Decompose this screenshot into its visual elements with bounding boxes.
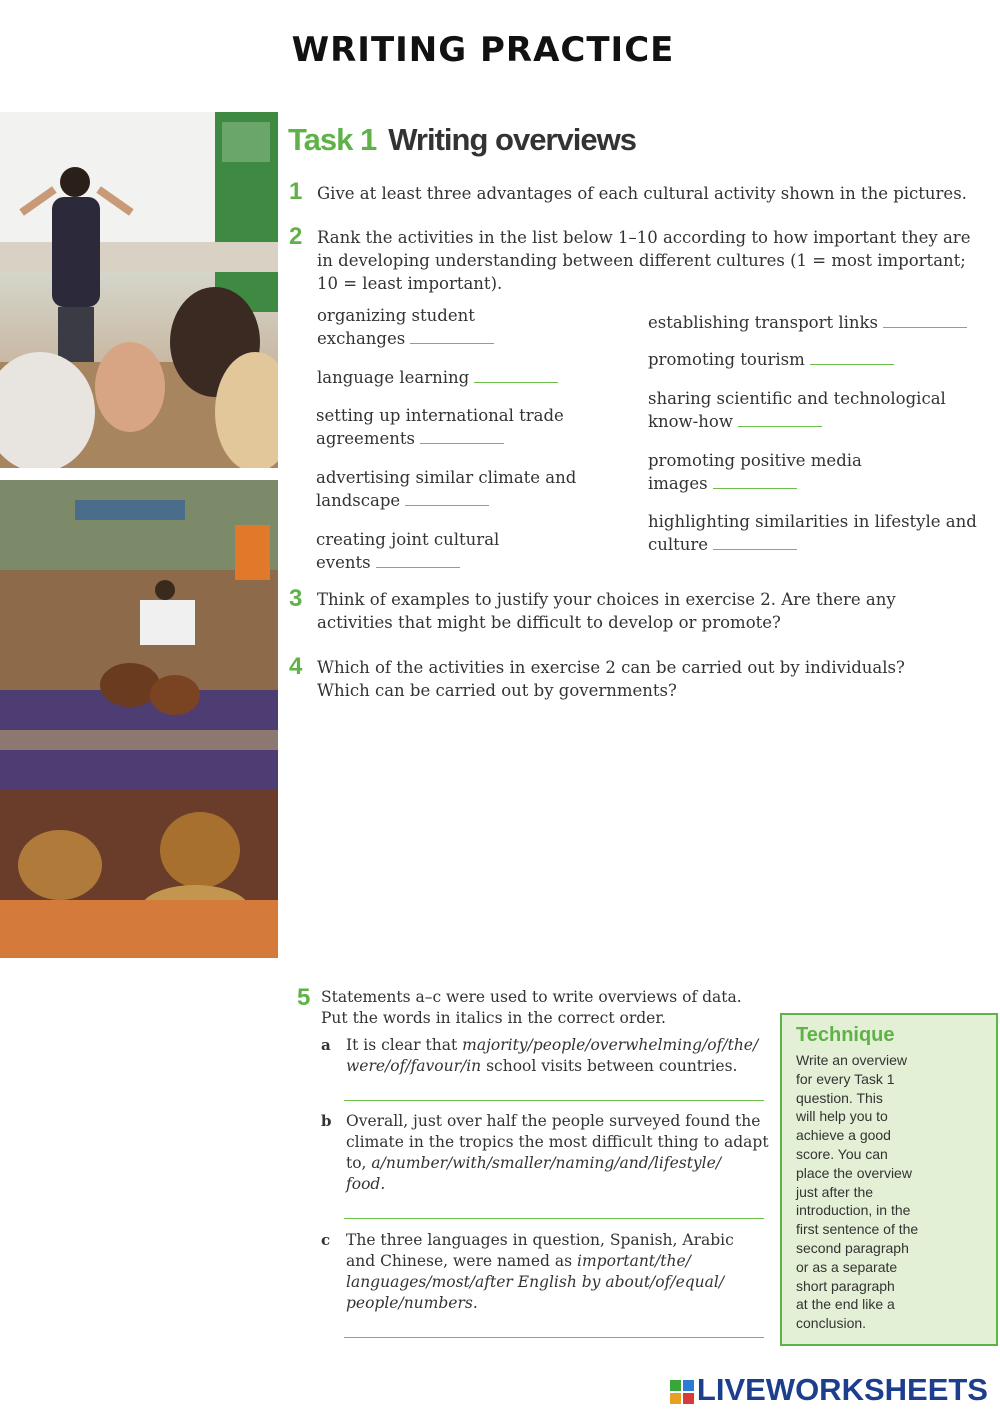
task-title: Writing overviews xyxy=(388,122,636,157)
rank-answer-blank[interactable] xyxy=(376,555,460,568)
italic-words: majority/people/overwhelming/of/the/ xyxy=(462,1036,759,1054)
question-3-number: 3 xyxy=(289,585,303,612)
rank-item-label: culture xyxy=(648,535,709,554)
rank-item-label: setting up international trade xyxy=(316,406,564,425)
item-letter: b xyxy=(321,1112,332,1130)
rank-item xyxy=(648,449,862,495)
rank-answer-blank[interactable] xyxy=(713,476,797,489)
question-1-number: 1 xyxy=(289,178,303,205)
technique-line: place the overview xyxy=(796,1164,912,1181)
answer-line-a[interactable] xyxy=(344,1100,764,1101)
technique-line: will help you to xyxy=(796,1108,888,1125)
rank-item-label: landscape xyxy=(316,491,401,510)
question-2-text xyxy=(317,226,970,295)
italic-words: were/of/favour/in xyxy=(346,1057,482,1075)
italic-words: people/numbers xyxy=(346,1294,473,1312)
rank-item-label: establishing transport links xyxy=(648,313,878,332)
rank-item-label: promoting positive media xyxy=(648,451,862,470)
technique-line: score. You can xyxy=(796,1145,888,1162)
question-5-number: 5 xyxy=(297,984,311,1011)
rank-item-label: advertising similar climate and xyxy=(316,468,577,487)
technique-line: second paragraph xyxy=(796,1239,909,1256)
classroom-photo xyxy=(0,112,278,468)
rank-answer-blank[interactable] xyxy=(810,352,894,365)
page-title: WRITING PRACTICE xyxy=(291,30,675,70)
question-2-line: 10 = least important). xyxy=(317,274,503,293)
rank-item-label: language learning xyxy=(317,368,470,387)
answer-line-b[interactable] xyxy=(344,1218,764,1219)
question-2-line: in developing understanding between different cultures (1 = most important; xyxy=(317,251,966,270)
question-3-line: activities that might be difficult to develop or promote? xyxy=(317,613,781,632)
item-a-text xyxy=(346,1035,776,1077)
answer-line-c[interactable] xyxy=(344,1337,764,1338)
rank-item xyxy=(316,528,499,574)
liveworksheets-logo[interactable] xyxy=(670,1372,988,1408)
rank-item xyxy=(316,404,564,450)
sentence-text: school visits between countries. xyxy=(481,1057,738,1075)
task-heading xyxy=(288,122,636,158)
sentence-text: Overall, just over half the people surveyed found the xyxy=(346,1112,761,1130)
sentence-text: . xyxy=(472,1294,478,1312)
italic-words: languages/most/after English by about/of/equal/ xyxy=(346,1273,725,1291)
rank-item xyxy=(317,366,558,389)
sentence-text: and Chinese, were named as xyxy=(346,1252,578,1270)
sentence-text: The three languages in question, Spanish, Arabic xyxy=(346,1231,734,1249)
sentence-text: . xyxy=(380,1175,386,1193)
rank-item xyxy=(648,510,977,556)
rank-item-label: organizing student xyxy=(317,306,475,325)
rank-item xyxy=(648,348,894,371)
rank-item-label: images xyxy=(648,474,708,493)
item-b-text xyxy=(346,1111,776,1195)
question-4-text xyxy=(317,656,905,702)
rank-item xyxy=(648,311,967,334)
sentence-text: It is clear that xyxy=(346,1036,463,1054)
sentence-text: climate in the tropics the most difficult thing to adapt xyxy=(346,1133,769,1151)
question-5-instructions xyxy=(321,987,742,1029)
rank-answer-blank[interactable] xyxy=(420,431,504,444)
rank-item xyxy=(648,387,946,433)
rank-item-label: creating joint cultural xyxy=(316,530,500,549)
technique-line: at the end like a xyxy=(796,1296,895,1313)
rank-item-label: exchanges xyxy=(317,329,406,348)
question-4-line: Which of the activities in exercise 2 can be carried out by individuals? xyxy=(317,658,905,677)
question-4-line: Which can be carried out by governments? xyxy=(317,681,677,700)
brand-text: LIVEWORKSHEETS xyxy=(696,1372,988,1407)
question-2-line: Rank the activities in the list below 1–10 according to how important they are xyxy=(317,228,971,247)
rank-answer-blank[interactable] xyxy=(883,315,967,328)
question-5-line: Statements a–c were used to write overviews of data. xyxy=(321,988,742,1006)
item-c-text xyxy=(346,1230,776,1314)
market-photo xyxy=(0,480,278,958)
rank-item-label: highlighting similarities in lifestyle and xyxy=(648,512,977,531)
sentence-text: to, xyxy=(346,1154,372,1172)
technique-line: conclusion. xyxy=(796,1315,867,1332)
technique-line: first sentence of the xyxy=(796,1221,919,1238)
question-1-text: Give at least three advantages of each cultural activity shown in the pictures. xyxy=(317,184,967,203)
technique-line: Write an overview xyxy=(796,1052,908,1068)
rank-item xyxy=(317,304,494,350)
rank-item-label: promoting tourism xyxy=(648,350,805,369)
rank-item-label: sharing scientific and technological xyxy=(648,389,946,408)
item-letter: a xyxy=(321,1036,331,1054)
rank-item-label: events xyxy=(316,553,371,572)
rank-answer-blank[interactable] xyxy=(738,414,822,427)
technique-text xyxy=(796,1051,946,1333)
question-5-line: Put the words in italics in the correct order. xyxy=(321,1009,666,1027)
technique-title: Technique xyxy=(796,1024,895,1046)
liveworksheets-logo-icon xyxy=(670,1380,694,1404)
italic-words: important/the/ xyxy=(577,1252,691,1270)
technique-line: just after the xyxy=(796,1183,874,1200)
task-number: Task 1 xyxy=(288,122,377,157)
rank-answer-blank[interactable] xyxy=(405,493,489,506)
technique-line: question. This xyxy=(796,1089,883,1106)
question-3-line: Think of examples to justify your choices in exercise 2. Are there any xyxy=(317,590,896,609)
technique-line: introduction, in the xyxy=(796,1202,911,1219)
technique-line: short paragraph xyxy=(796,1277,895,1294)
rank-answer-blank[interactable] xyxy=(713,537,797,550)
rank-item xyxy=(316,466,576,512)
technique-line: for every Task 1 xyxy=(796,1070,895,1087)
item-letter: c xyxy=(321,1231,331,1249)
rank-item-label: agreements xyxy=(316,429,415,448)
rank-answer-blank[interactable] xyxy=(474,370,558,383)
technique-line: achieve a good xyxy=(796,1127,891,1144)
question-2-number: 2 xyxy=(289,223,303,250)
italic-words: food xyxy=(346,1175,381,1193)
italic-words: a/number/with/smaller/naming/and/lifestyle/ xyxy=(371,1154,722,1172)
technique-box xyxy=(780,1013,998,1346)
rank-item-label: know-how xyxy=(648,412,733,431)
rank-answer-blank[interactable] xyxy=(410,331,494,344)
technique-line: or as a separate xyxy=(796,1258,898,1275)
question-3-text xyxy=(317,588,896,634)
question-4-number: 4 xyxy=(289,653,303,680)
